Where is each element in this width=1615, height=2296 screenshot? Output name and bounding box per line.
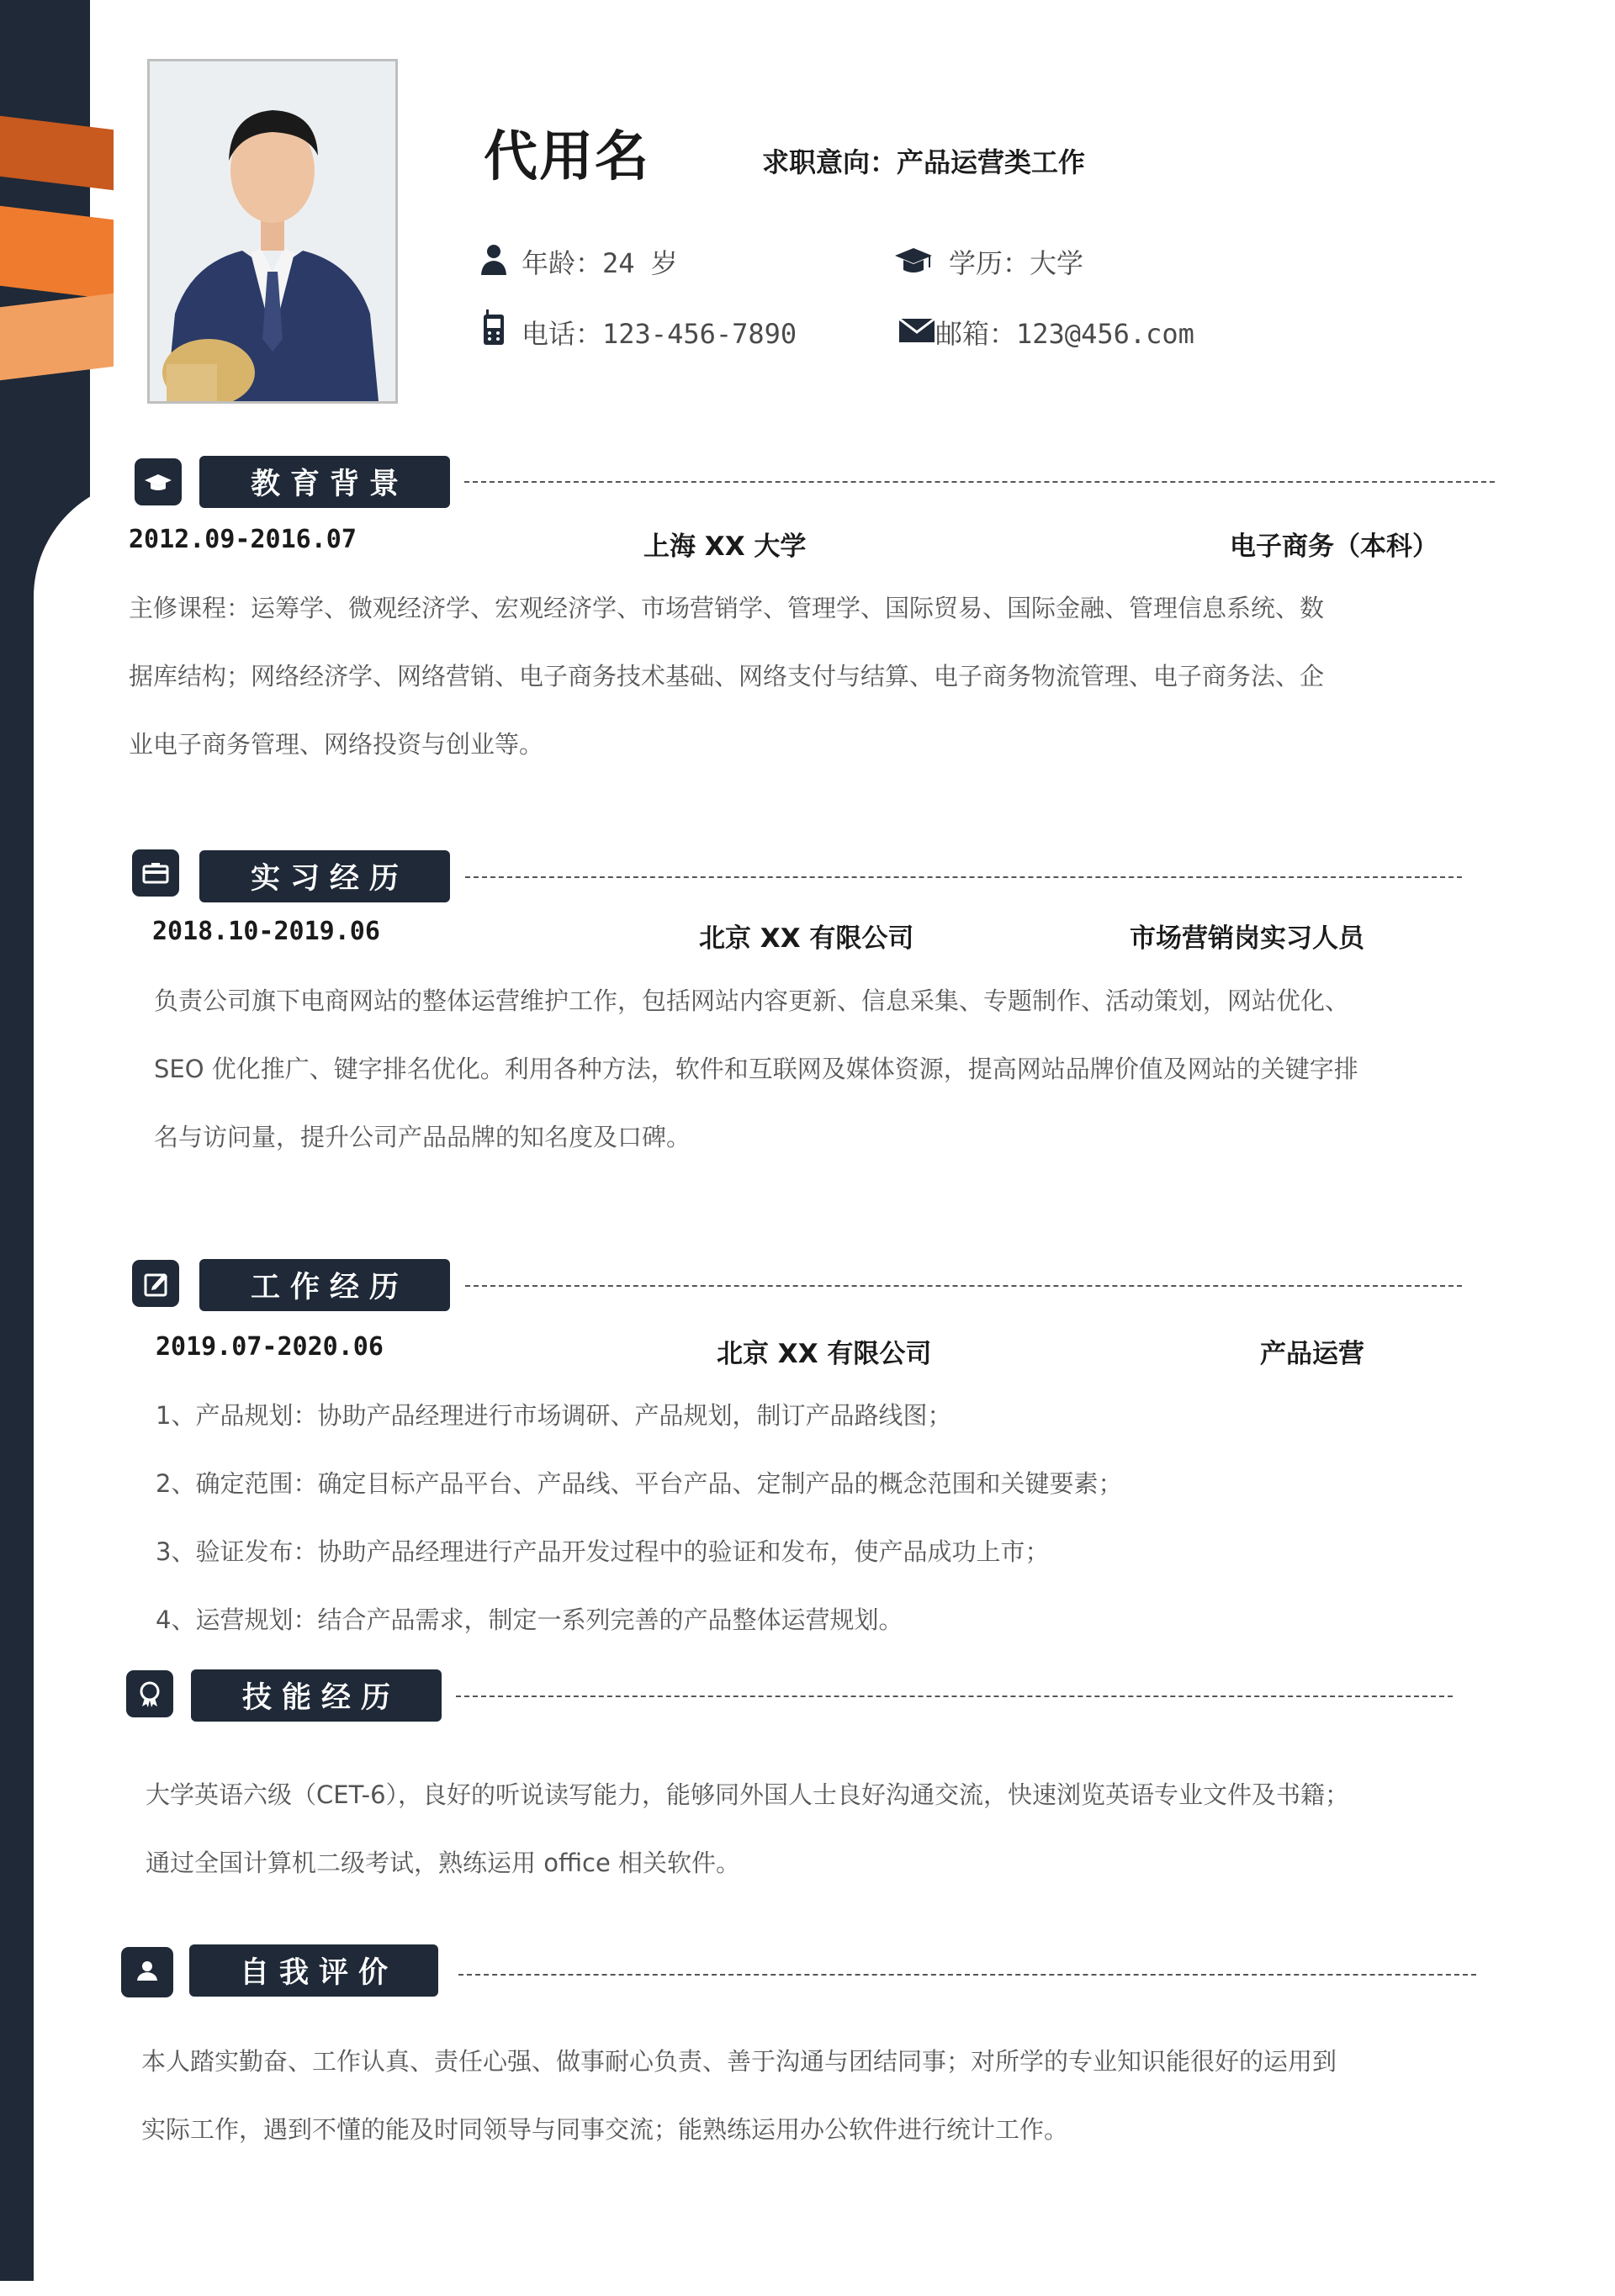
text-line: 主修课程：运筹学、微观经济学、宏观经济学、市场营销学、管理学、国际贸易、国际金融、管理信息系统、数: [129, 594, 1325, 622]
work-description: [156, 1382, 1122, 1654]
education-date: 2012.09-2016.07: [129, 525, 357, 554]
mail-icon: [898, 318, 935, 343]
education-school: 上海 XX 大学: [643, 532, 807, 562]
text-line: 大学英语六级（CET-6），良好的听说读写能力，能够同外国人士良好沟通交流，快速浏览英语专业文件及书籍；: [146, 1780, 1350, 1809]
section-title-work: 工作经历: [199, 1259, 450, 1311]
text-line: 通过全国计算机二级考试，熟练运用 office 相关软件。: [146, 1849, 741, 1877]
text-line: 1、产品规划：协助产品经理进行市场调研、产品规划，制订产品路线图；: [156, 1401, 952, 1430]
work-position: 产品运营: [1260, 1339, 1364, 1369]
section-title-skills: 技能经历: [191, 1669, 442, 1722]
education-major: 电子商务（本科）: [1230, 532, 1438, 562]
phone-text: 电话：123-456-7890: [522, 318, 797, 350]
text-line: 2、确定范围：确定目标产品平台、产品线、平台产品、定制产品的概念范围和关键要素；: [156, 1469, 1123, 1498]
work-section-icon: [132, 1260, 179, 1307]
self-eval-section-icon: [121, 1947, 173, 1997]
text-line: 业电子商务管理、网络投资与创业等。: [129, 730, 544, 759]
text-line: SEO 优化推广、键字排名优化。利用各种方法，软件和互联网及媒体资源，提高网站品牌价值及网站的关键字排: [154, 1055, 1358, 1083]
work-date: 2019.07-2020.06: [156, 1332, 384, 1362]
skills-section-icon: [126, 1670, 173, 1717]
internship-company: 北京 XX 有限公司: [699, 923, 914, 954]
text-line: 4、运营规划：结合产品需求，制定一系列完善的产品整体运营规划。: [156, 1606, 903, 1634]
self-eval-description: [141, 2028, 1337, 2164]
section-title-self-eval: 自我评价: [189, 1944, 438, 1997]
section-title-internship: 实习经历: [199, 850, 450, 902]
candidate-name: 代用名: [484, 126, 650, 188]
person-portrait-icon: [150, 61, 395, 401]
section-divider: [465, 1285, 1462, 1287]
text-line: 负责公司旗下电商网站的整体运营维护工作，包括网站内容更新、信息采集、专题制作、活动策划，网站优化、: [154, 987, 1350, 1015]
profile-photo: [147, 59, 398, 404]
job-intent: 求职意向：产品运营类工作: [762, 146, 1086, 178]
user-icon: [121, 1947, 173, 1997]
person-icon: [479, 244, 508, 276]
section-title-education: 教育背景: [199, 456, 450, 508]
text-line: 本人踏实勤奋、工作认真、责任心强、做事耐心负责、善于沟通与团结同事；对所学的专业知识能很好的运用到: [141, 2047, 1337, 2076]
education-text: 学历：大学: [949, 247, 1084, 279]
award-icon: [126, 1670, 173, 1717]
briefcase-icon: [132, 849, 179, 897]
text-line: 3、验证发布：协助产品经理进行产品开发过程中的验证和发布，使产品成功上市；: [156, 1537, 1050, 1566]
graduation-cap-icon: [135, 458, 182, 505]
orange-stripe-middle: [0, 206, 114, 300]
work-company: 北京 XX 有限公司: [717, 1339, 932, 1369]
text-line: 据库结构；网络经济学、网络营销、电子商务技术基础、网络支付与结算、电子商务物流管理、电子商务法、企: [129, 662, 1325, 690]
internship-section-icon: [132, 849, 179, 897]
graduation-cap-icon: [893, 246, 934, 278]
section-divider: [458, 1974, 1476, 1976]
skills-description: [146, 1761, 1349, 1897]
section-divider: [456, 1696, 1453, 1697]
email-text: 邮箱：123@456.com: [935, 318, 1194, 350]
education-description: [129, 574, 1324, 779]
edit-icon: [132, 1260, 179, 1307]
orange-stripe-bottom: [0, 294, 114, 381]
section-divider: [465, 876, 1462, 878]
internship-position: 市场营销岗实习人员: [1130, 923, 1364, 954]
age-text: 年龄：24 岁: [522, 247, 678, 279]
section-divider: [464, 481, 1495, 483]
internship-date: 2018.10-2019.06: [152, 917, 380, 946]
phone-icon: [482, 309, 506, 347]
text-line: 实际工作，遇到不懂的能及时同领导与同事交流；能熟练运用办公软件进行统计工作。: [141, 2115, 1069, 2144]
education-section-icon: [135, 458, 182, 505]
internship-description: [154, 967, 1358, 1172]
text-line: 名与访问量，提升公司产品品牌的知名度及口碑。: [154, 1123, 691, 1151]
